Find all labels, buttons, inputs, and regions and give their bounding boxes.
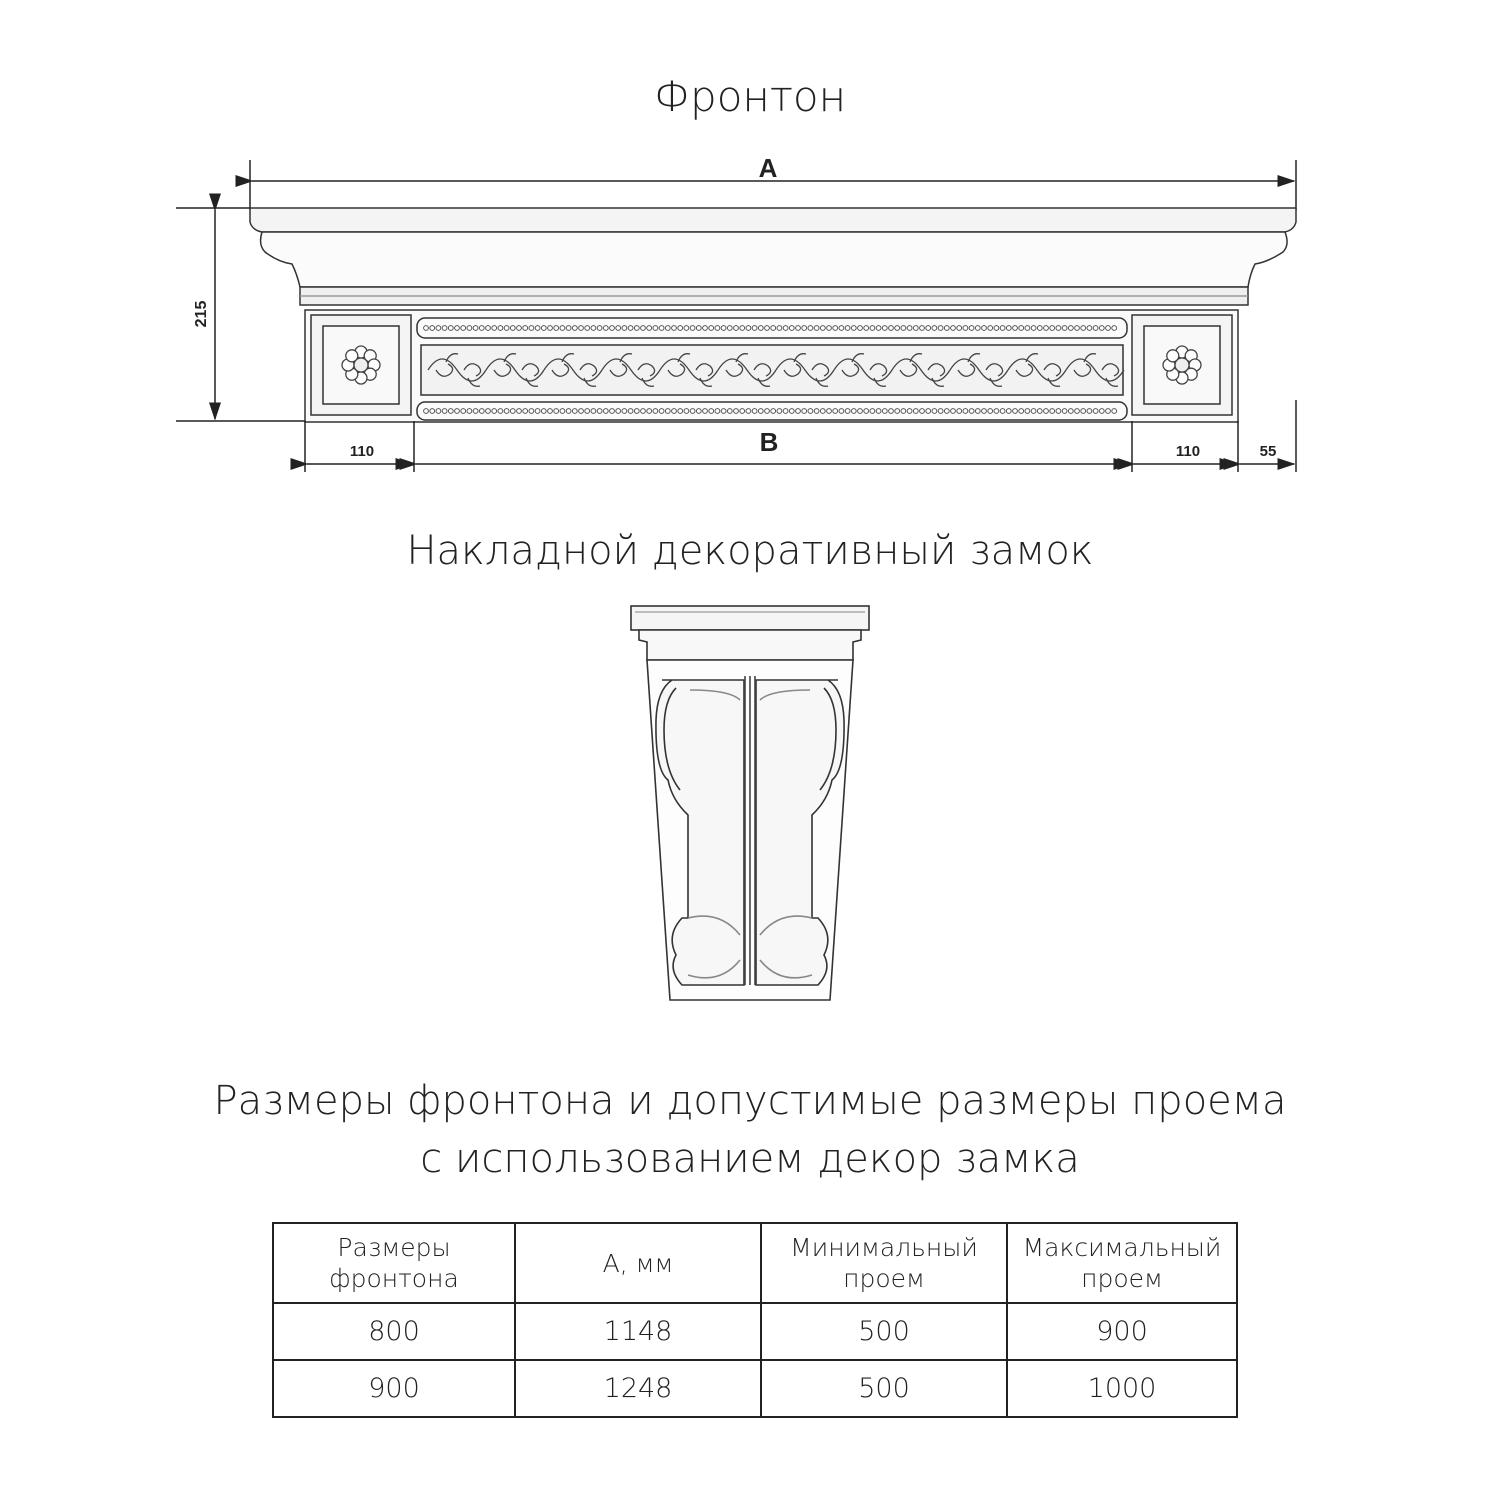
table-row: [273, 1303, 1237, 1360]
dimension-side-right-label: 110: [1175, 443, 1201, 460]
table-cell: 1000: [1007, 1360, 1237, 1417]
cornice: [250, 208, 1296, 305]
dimension-a-label: A: [758, 153, 778, 183]
table-header-cell: Минимальный проем: [761, 1223, 1007, 1303]
table-header-row: [273, 1223, 1237, 1303]
table-title-line-1: Размеры фронтона и допустимые размеры проема: [213, 1078, 1287, 1124]
table-cell: 1248: [515, 1360, 761, 1417]
dimension-side-left-label: 110: [349, 443, 375, 460]
rosette-icon: [342, 346, 380, 384]
table-title-line-2: с использованием декор замка: [420, 1136, 1080, 1182]
table-cell: 500: [761, 1360, 1007, 1417]
table-cell: 900: [273, 1360, 515, 1417]
table-cell: 500: [761, 1303, 1007, 1360]
table-header-cell: Размеры фронтона: [273, 1223, 515, 1303]
table-header-cell: Максимальный проем: [1007, 1223, 1237, 1303]
table-header-cell: A, мм: [515, 1223, 761, 1303]
keystone-drawing: [631, 606, 869, 1000]
dimension-offset-label: 55: [1259, 443, 1277, 460]
rosette-icon: [1163, 346, 1201, 384]
table-row: [273, 1360, 1237, 1417]
dimension-b-label: B: [759, 427, 779, 457]
sizes-table: [272, 1222, 1238, 1418]
keystone-title: Накладной декоративный замок: [406, 528, 1094, 574]
dimension-height-label: 215: [193, 300, 210, 328]
table-cell: 1148: [515, 1303, 761, 1360]
table-cell: 900: [1007, 1303, 1237, 1360]
pediment-title: Фронтон: [653, 72, 847, 121]
table-cell: 800: [273, 1303, 515, 1360]
